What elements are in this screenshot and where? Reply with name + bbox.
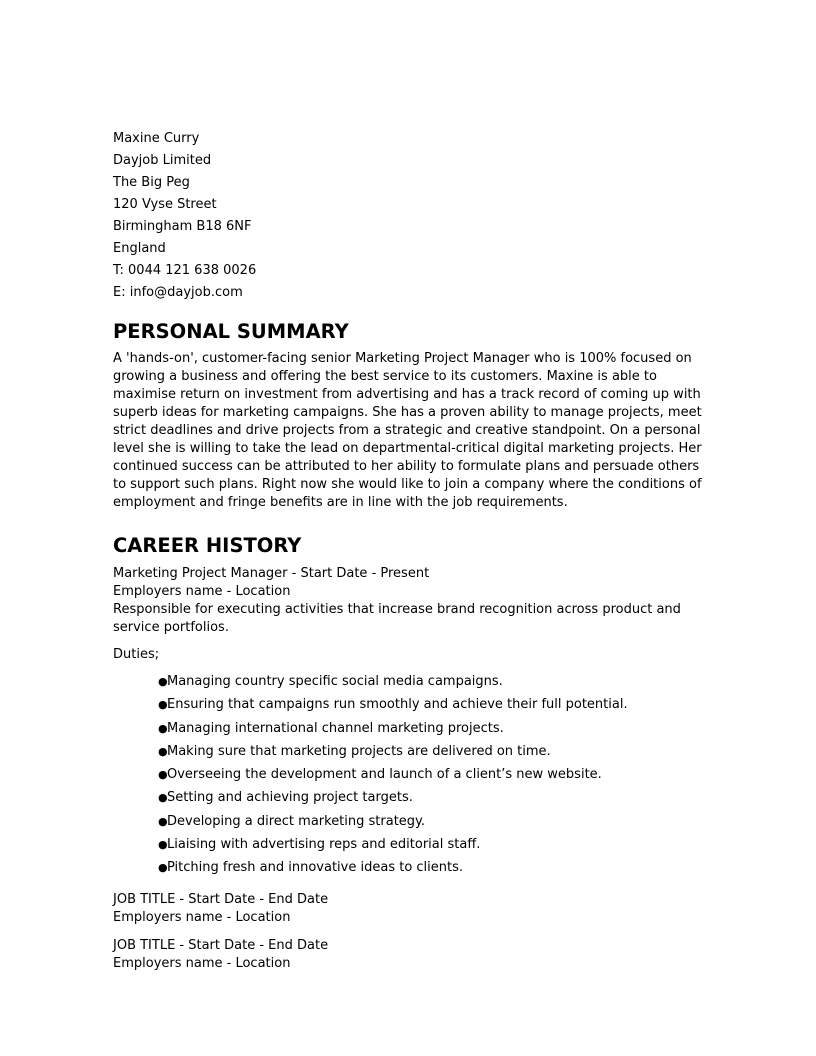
job-entry-2: [113, 891, 703, 927]
bullet-icon: ●: [158, 791, 168, 805]
bullet-icon: ●: [158, 744, 168, 758]
duties-list: [113, 673, 703, 877]
contact-city: Birmingham B18 6NF: [113, 219, 252, 234]
bullet-icon: ●: [158, 698, 168, 712]
duty-item: [158, 836, 703, 854]
contact-company: Dayjob Limited: [113, 153, 212, 168]
duty-item: [158, 743, 703, 761]
bullet-icon: ●: [158, 861, 168, 875]
personal-summary-heading: PERSONAL SUMMARY: [113, 320, 349, 343]
bullet-icon: ●: [158, 838, 168, 852]
job-employer: Employers name - Location: [113, 910, 291, 926]
duty-text: Pitching fresh and innovative ideas to clients.: [167, 860, 464, 876]
job-title: Marketing Project Manager - Start Date - Present: [113, 566, 430, 581]
job-employer: Employers name - Location: [113, 584, 291, 599]
duty-item: [158, 720, 703, 738]
duties-label: Duties;: [113, 647, 160, 662]
job-title: JOB TITLE - Start Date - End Date: [113, 892, 329, 908]
contact-email: E: info@dayjob.com: [113, 285, 243, 300]
contact-name: Maxine Curry: [113, 131, 200, 146]
duty-item: [158, 766, 703, 784]
job-title: JOB TITLE - Start Date - End Date: [113, 938, 329, 954]
duty-text: Developing a direct marketing strategy.: [167, 813, 426, 829]
contact-block: [113, 128, 703, 304]
duty-text: Ensuring that campaigns run smoothly and achieve their full potential.: [167, 697, 628, 713]
duty-text: Setting and achieving project targets.: [167, 790, 413, 806]
duty-text: Managing country specific social media campaigns.: [167, 674, 503, 689]
job-entry-1: [113, 565, 703, 877]
personal-summary-text: A 'hands-on', customer-facing senior Marketing Project Manager who is 100% focused on growing a business and offering the best service to its customers. Maxine is able to maximise return on investment from advertising and has a track record of coming up with superb ideas for marketing campaigns. She has a proven ability to manage projects, meet strict deadlines and drive projects from a strategic and creative standpoint. On a personal level she is willing to take the lead on departmental-critical digital marketing projects. Her continued success can be attributed to her ability to formulate plans and persuade others to support such plans. Right now she would like to join a company where the conditions of employment and fringe benefits are in line with the job requirements.: [113, 351, 702, 510]
duty-item: [158, 859, 703, 877]
duty-item: [158, 813, 703, 831]
bullet-icon: ●: [158, 768, 168, 782]
duty-item: [158, 696, 703, 714]
contact-phone: T: 0044 121 638 0026: [113, 263, 257, 278]
resume-page: [113, 128, 703, 973]
contact-street: 120 Vyse Street: [113, 197, 217, 212]
duty-text: Making sure that marketing projects are delivered on time.: [167, 743, 551, 759]
duty-item: [158, 673, 703, 691]
duty-text: Liaising with advertising reps and editorial staff.: [167, 837, 481, 853]
contact-building: The Big Peg: [113, 175, 190, 190]
bullet-icon: ●: [158, 675, 168, 688]
job-entry-3: [113, 937, 703, 973]
duty-text: Overseeing the development and launch of a client’s new website.: [167, 767, 602, 783]
bullet-icon: ●: [158, 721, 168, 735]
duty-item: [158, 789, 703, 807]
job-employer: Employers name - Location: [113, 956, 291, 972]
job-description: Responsible for executing activities that increase brand recognition across product and service portfolios.: [113, 602, 681, 635]
bullet-icon: ●: [158, 814, 168, 828]
contact-country: England: [113, 241, 166, 256]
career-history-heading: CAREER HISTORY: [113, 534, 302, 557]
duty-text: Managing international channel marketing projects.: [167, 720, 504, 736]
